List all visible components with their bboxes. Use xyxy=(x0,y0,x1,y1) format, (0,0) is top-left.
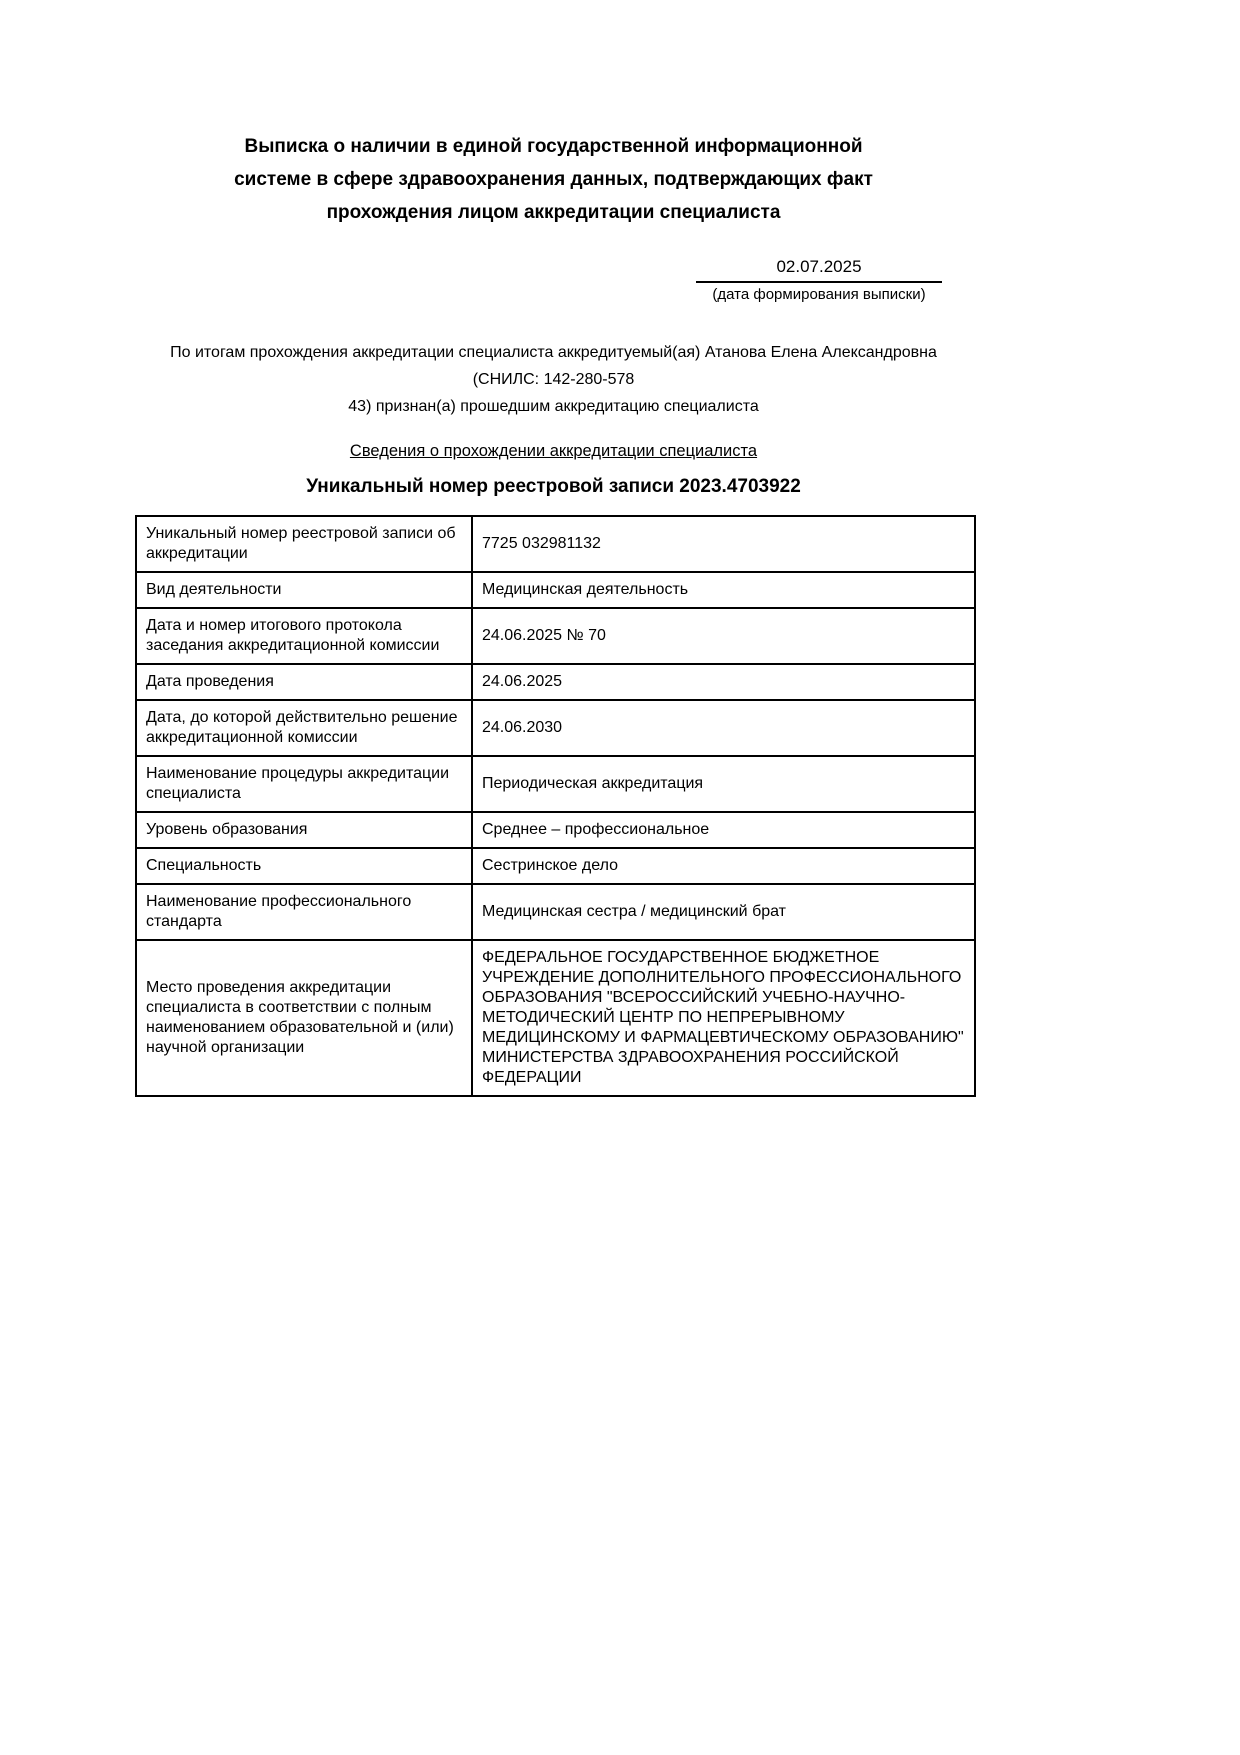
document-title-line: Выписка о наличии в единой государственной информационной xyxy=(244,136,863,157)
table-row xyxy=(136,940,975,1096)
row-value: 24.06.2025 xyxy=(472,664,975,700)
document-title-line: системе в сфере здравоохранения данных, подтверждающих факт xyxy=(234,169,873,190)
intro-line: По итогам прохождения аккредитации специалиста аккредитуемый(ая) Атанова Елена Александровна (СНИЛС: 142-280-578 xyxy=(170,344,937,388)
row-value: Среднее – профессиональное xyxy=(472,812,975,848)
table-row xyxy=(136,608,975,664)
table-row xyxy=(136,664,975,700)
section-title: Сведения о прохождении аккредитации специалиста xyxy=(349,442,758,460)
table-row xyxy=(136,516,975,572)
accreditation-table xyxy=(135,515,976,1097)
formation-date-caption: (дата формирования выписки) xyxy=(712,286,926,303)
row-value: 24.06.2030 xyxy=(472,700,975,756)
row-label: Дата и номер итогового протокола заседания аккредитационной комиссии xyxy=(136,608,472,664)
table-row xyxy=(136,812,975,848)
row-label: Уровень образования xyxy=(136,812,472,848)
document-title-line: прохождения лицом аккредитации специалиста xyxy=(326,202,781,223)
table-row xyxy=(136,884,975,940)
row-label: Дата проведения xyxy=(136,664,472,700)
intro-paragraph xyxy=(135,339,972,420)
row-label: Наименование профессионального стандарта xyxy=(136,884,472,940)
row-value: 7725 032981132 xyxy=(472,516,975,572)
row-value: Медицинская деятельность xyxy=(472,572,975,608)
registry-record-title: Уникальный номер реестровой записи 2023.4703922 xyxy=(306,476,801,497)
row-value: ФЕДЕРАЛЬНОЕ ГОСУДАРСТВЕННОЕ БЮДЖЕТНОЕ УЧРЕЖДЕНИЕ ДОПОЛНИТЕЛЬНОГО ПРОФЕССИОНАЛЬНОГО ОБРАЗОВАНИЯ "ВСЕРОССИЙСКИЙ УЧЕБНО-НАУЧНО-МЕТОДИЧЕСКИЙ ЦЕНТР ПО НЕПРЕРЫВНОМУ МЕДИЦИНСКОМУ И ФАРМАЦЕВТИЧЕСКОМУ ОБРАЗОВАНИЮ" МИНИСТЕРСТВА ЗДРАВООХРАНЕНИЯ РОССИЙСКОЙ ФЕДЕРАЦИИ xyxy=(472,940,975,1096)
document-content xyxy=(135,0,972,1097)
formation-date: 02.07.2025 xyxy=(696,257,942,283)
row-label: Уникальный номер реестровой записи об аккредитации xyxy=(136,516,472,572)
row-value: Медицинская сестра / медицинский брат xyxy=(472,884,975,940)
formation-date-block xyxy=(696,257,942,303)
row-label: Специальность xyxy=(136,848,472,884)
table-row xyxy=(136,572,975,608)
row-label: Место проведения аккредитации специалиста в соответствии с полным наименованием образовательной и (или) научной организации xyxy=(136,940,472,1096)
document-title xyxy=(135,130,972,229)
table-row xyxy=(136,700,975,756)
row-label: Наименование процедуры аккредитации специалиста xyxy=(136,756,472,812)
row-value: Периодическая аккредитация xyxy=(472,756,975,812)
row-value: Сестринское дело xyxy=(472,848,975,884)
table-row xyxy=(136,848,975,884)
row-label: Дата, до которой действительно решение аккредитационной комиссии xyxy=(136,700,472,756)
intro-line: 43) признан(а) прошедшим аккредитацию специалиста xyxy=(348,398,759,415)
row-value: 24.06.2025 № 70 xyxy=(472,608,975,664)
row-label: Вид деятельности xyxy=(136,572,472,608)
table-row xyxy=(136,756,975,812)
